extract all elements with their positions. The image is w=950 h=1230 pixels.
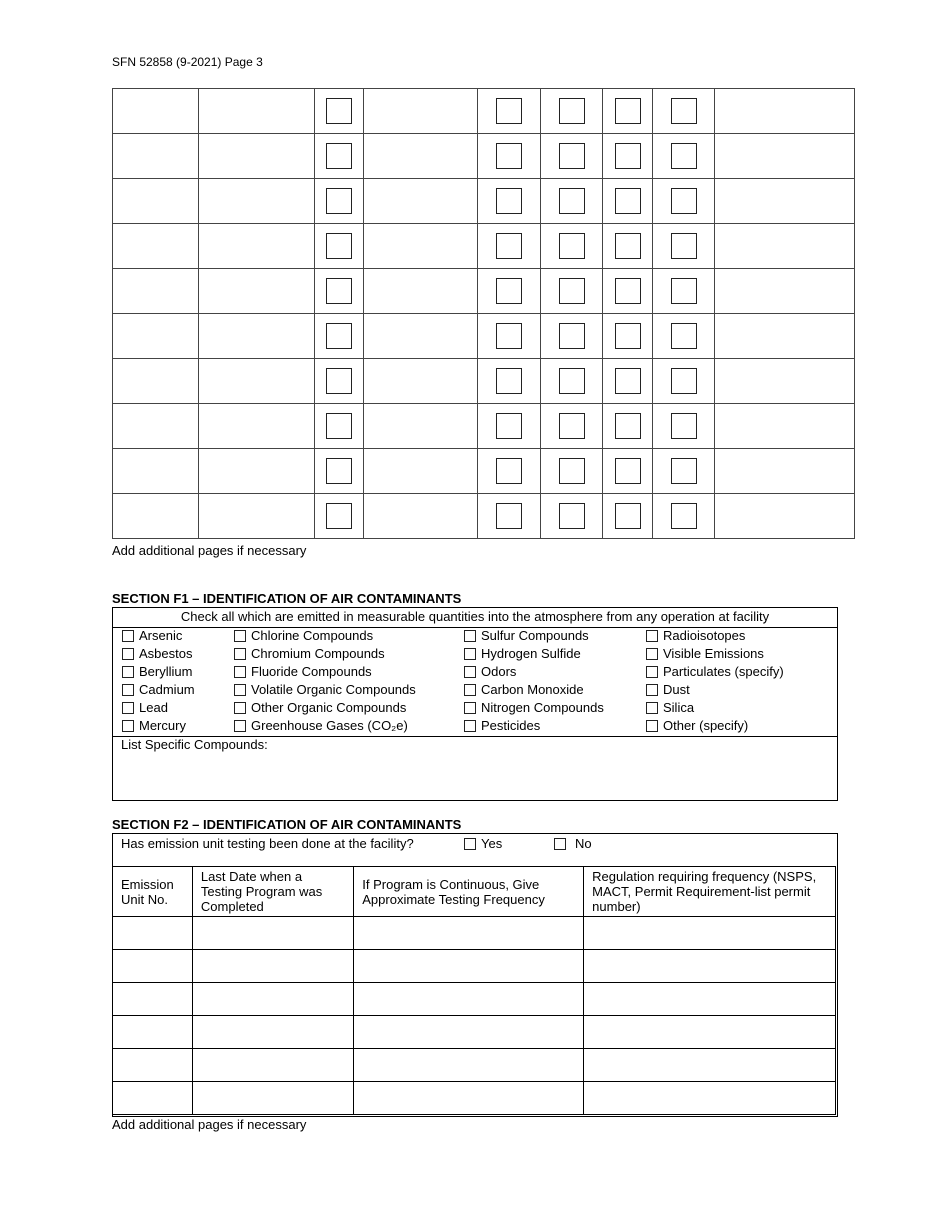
contaminant-label: Sulfur Compounds [481,628,589,643]
contaminant-label: Cadmium [139,682,195,697]
checkbox[interactable] [464,648,476,660]
checkbox[interactable] [646,648,658,660]
checkbox[interactable] [122,666,134,678]
contaminant-label: Visible Emissions [663,646,764,661]
input-cell[interactable] [199,89,315,134]
checkbox[interactable] [671,98,697,124]
checkbox[interactable] [559,143,585,169]
checkbox-cell [315,449,364,494]
checkbox-cell [541,494,603,539]
checkbox-cell [653,359,715,404]
checkbox[interactable] [615,143,641,169]
contaminant-option[interactable] [646,700,694,715]
no-option[interactable] [554,836,592,851]
checkbox[interactable] [234,702,246,714]
header-last-date: Last Date when a Testing Program was Completed [192,867,353,917]
input-cell[interactable] [364,494,478,539]
checkbox-cell [478,359,541,404]
input-cell[interactable] [192,1016,353,1049]
contaminant-label: Other Organic Compounds [251,700,407,715]
contaminant-option[interactable] [234,646,385,661]
checkbox-cell [653,449,715,494]
contaminant-option[interactable] [464,628,589,643]
input-cell[interactable] [113,314,199,359]
contaminant-option[interactable] [646,718,748,733]
input-cell[interactable] [364,89,478,134]
no-label: No [575,836,592,851]
checkbox-cell [541,134,603,179]
input-cell[interactable] [715,179,855,224]
checkbox[interactable] [326,98,352,124]
contaminant-option[interactable] [122,664,192,679]
input-cell[interactable] [715,449,855,494]
table-row [113,89,855,134]
input-cell[interactable] [113,179,199,224]
contaminant-label: Odors [481,664,517,679]
contaminant-label: Chlorine Compounds [251,628,374,643]
contaminant-option[interactable] [122,718,186,733]
form-id: SFN 52858 (9-2021) Page 3 [112,55,263,69]
input-cell[interactable] [113,1049,193,1082]
checkbox[interactable] [559,413,585,439]
input-cell[interactable] [715,494,855,539]
input-cell[interactable] [584,917,836,950]
checkbox[interactable] [559,368,585,394]
checkbox-cell [603,134,653,179]
input-cell[interactable] [199,404,315,449]
checkbox-cell [653,179,715,224]
checkbox[interactable] [496,278,522,304]
checkbox[interactable] [496,188,522,214]
input-cell[interactable] [354,950,584,983]
checkbox[interactable] [615,368,641,394]
input-cell[interactable] [715,404,855,449]
checkbox-cell [603,314,653,359]
checkbox[interactable] [326,143,352,169]
checkbox[interactable] [671,323,697,349]
checkbox[interactable] [326,503,352,529]
contaminant-label: Volatile Organic Compounds [251,682,416,697]
table-row [113,314,855,359]
checkbox[interactable] [464,720,476,732]
section-f2-box [112,833,838,1117]
contaminant-label: Beryllium [139,664,193,679]
contaminant-label: Hydrogen Sulfide [481,646,581,661]
checkbox[interactable] [615,323,641,349]
input-cell[interactable] [192,1049,353,1082]
input-cell[interactable] [113,983,193,1016]
checkbox[interactable] [671,188,697,214]
input-cell[interactable] [113,494,199,539]
checkbox[interactable] [122,648,134,660]
checkbox[interactable] [234,684,246,696]
list-specific-compounds-label: List Specific Compounds: [121,737,268,752]
input-cell[interactable] [364,449,478,494]
input-cell[interactable] [715,269,855,314]
checkbox-cell [541,449,603,494]
checkbox-cell [541,314,603,359]
table-row [113,449,855,494]
contaminant-option[interactable] [464,682,584,697]
checkbox-cell [541,224,603,269]
f2-note: Add additional pages if necessary [112,1117,307,1132]
contaminant-label: Silica [663,700,695,715]
header-frequency: If Program is Continuous, Give Approximate Testing Frequency [354,867,584,917]
input-cell[interactable] [113,89,199,134]
checkbox[interactable] [646,684,658,696]
checkbox-cell [541,269,603,314]
contaminant-option[interactable] [122,700,168,715]
checkbox[interactable] [646,666,658,678]
contaminant-label: Asbestos [139,646,193,661]
checkbox[interactable] [496,458,522,484]
checkbox[interactable] [646,720,658,732]
checkbox-cell [315,494,364,539]
contaminant-option[interactable] [234,700,406,715]
checkbox-cell [315,89,364,134]
table-row [113,950,836,983]
checkbox-cell [478,314,541,359]
checkbox-cell [541,89,603,134]
checkbox-cell [541,359,603,404]
checkbox[interactable] [496,368,522,394]
contaminant-label: Carbon Monoxide [481,682,584,697]
checkbox-cell [315,359,364,404]
contaminant-label: Dust [663,682,690,697]
checkbox[interactable] [671,503,697,529]
checkbox[interactable] [559,233,585,259]
checkbox[interactable] [671,233,697,259]
checkbox[interactable] [615,98,641,124]
checkbox[interactable] [326,413,352,439]
yes-checkbox[interactable] [464,838,476,850]
input-cell[interactable] [364,314,478,359]
testing-question: Has emission unit testing been done at the facility? [121,836,414,851]
checkbox[interactable] [122,684,134,696]
emission-points-table [112,88,855,539]
contaminant-label: Fluoride Compounds [251,664,372,679]
input-cell[interactable] [584,1016,836,1049]
table-row [113,1016,836,1049]
checkbox[interactable] [671,143,697,169]
checkbox[interactable] [615,413,641,439]
input-cell[interactable] [113,269,199,314]
input-cell[interactable] [192,983,353,1016]
checkbox-cell [478,179,541,224]
input-cell[interactable] [364,269,478,314]
checkbox[interactable] [122,702,134,714]
checkbox-cell [603,494,653,539]
contaminant-option[interactable] [646,664,784,679]
input-cell[interactable] [192,950,353,983]
checkbox-cell [478,89,541,134]
yes-option[interactable] [464,836,502,851]
input-cell[interactable] [113,950,193,983]
checkbox[interactable] [496,98,522,124]
table-row [113,269,855,314]
checkbox-cell [653,224,715,269]
contaminant-label: Radioisotopes [663,628,746,643]
contaminant-option[interactable] [646,628,745,643]
table-row [113,917,836,950]
input-cell[interactable] [199,134,315,179]
checkbox-cell [315,314,364,359]
input-cell[interactable] [354,1082,584,1115]
contaminant-option[interactable] [464,646,581,661]
checkbox-cell [478,134,541,179]
input-cell[interactable] [584,983,836,1016]
checkbox-cell [478,269,541,314]
checkbox-cell [315,224,364,269]
contaminant-label: Mercury [139,718,186,733]
f1-instruction: Check all which are emitted in measurable quantities into the atmosphere from any operation at facility [113,608,837,628]
checkbox[interactable] [615,278,641,304]
checkbox[interactable] [615,503,641,529]
contaminant-option[interactable] [122,646,192,661]
checkbox[interactable] [464,684,476,696]
input-cell[interactable] [199,269,315,314]
yes-label: Yes [481,836,503,851]
table-row [113,224,855,269]
top-table-note: Add additional pages if necessary [112,543,307,558]
checkbox[interactable] [671,413,697,439]
input-cell[interactable] [113,1082,193,1115]
table-row [113,1049,836,1082]
input-cell[interactable] [113,917,193,950]
checkbox[interactable] [559,278,585,304]
checkbox[interactable] [326,233,352,259]
checkbox[interactable] [671,368,697,394]
input-cell[interactable] [192,1082,353,1115]
input-cell[interactable] [354,983,584,1016]
input-cell[interactable] [364,404,478,449]
input-cell[interactable] [113,224,199,269]
checkbox[interactable] [234,630,246,642]
checkbox-cell [478,224,541,269]
checkbox[interactable] [615,188,641,214]
input-cell[interactable] [715,224,855,269]
checkbox-cell [541,404,603,449]
table-row [113,1082,836,1115]
checkbox[interactable] [464,630,476,642]
contaminant-label: Arsenic [139,628,183,643]
input-cell[interactable] [113,134,199,179]
contaminant-option[interactable] [646,646,764,661]
checkbox[interactable] [326,188,352,214]
contaminant-label: Greenhouse Gases (CO₂e) [251,718,408,733]
no-checkbox[interactable] [554,838,566,850]
contaminant-option[interactable] [464,718,540,733]
input-cell[interactable] [715,89,855,134]
input-cell[interactable] [354,917,584,950]
input-cell[interactable] [364,134,478,179]
checkbox-cell [653,494,715,539]
contaminant-option[interactable] [234,628,373,643]
input-cell[interactable] [113,359,199,404]
checkbox-cell [315,134,364,179]
input-cell[interactable] [199,179,315,224]
checkbox-cell [603,224,653,269]
checkbox[interactable] [326,278,352,304]
checkbox[interactable] [496,323,522,349]
checkbox[interactable] [671,458,697,484]
table-row [113,494,855,539]
checkbox-cell [478,404,541,449]
checkbox[interactable] [496,503,522,529]
contaminant-option[interactable] [234,664,372,679]
checkbox-cell [603,359,653,404]
contaminant-option[interactable] [464,700,604,715]
checkbox[interactable] [326,458,352,484]
contaminant-option[interactable] [122,628,182,643]
checkbox[interactable] [559,188,585,214]
checkbox-cell [653,314,715,359]
input-cell[interactable] [199,494,315,539]
input-cell[interactable] [199,449,315,494]
input-cell[interactable] [113,1016,193,1049]
table-row [113,983,836,1016]
checkbox[interactable] [646,630,658,642]
checkbox[interactable] [615,458,641,484]
checkbox-cell [541,179,603,224]
checkbox[interactable] [122,720,134,732]
input-cell[interactable] [113,449,199,494]
input-cell[interactable] [354,1016,584,1049]
contaminant-label: Lead [139,700,168,715]
checkbox[interactable] [496,413,522,439]
checkbox-cell [603,89,653,134]
table-row [113,134,855,179]
header-regulation: Regulation requiring frequency (NSPS, MACT, Permit Requirement-list permit number) [584,867,836,917]
checkbox[interactable] [559,503,585,529]
checkbox[interactable] [559,98,585,124]
table-row [113,404,855,449]
checkbox-cell [653,404,715,449]
contaminant-option[interactable] [122,682,195,697]
section-f1-title: SECTION F1 – IDENTIFICATION OF AIR CONTAMINANTS [112,591,462,606]
contaminant-label: Particulates (specify) [663,664,784,679]
input-cell[interactable] [364,224,478,269]
checkbox-cell [315,269,364,314]
input-cell[interactable] [364,359,478,404]
table-row [113,179,855,224]
input-cell[interactable] [199,359,315,404]
section-f1-box [112,607,838,801]
checkbox[interactable] [496,233,522,259]
checkbox-cell [653,269,715,314]
checkbox[interactable] [234,720,246,732]
checkbox-cell [315,179,364,224]
checkbox[interactable] [326,323,352,349]
checkbox-cell [653,134,715,179]
input-cell[interactable] [584,950,836,983]
contaminant-option[interactable] [646,682,690,697]
contaminant-label: Other (specify) [663,718,749,733]
input-cell[interactable] [113,404,199,449]
checkbox[interactable] [559,323,585,349]
checkbox-cell [315,404,364,449]
checkbox-cell [603,404,653,449]
contaminant-option[interactable] [464,664,516,679]
contaminant-option[interactable] [234,682,416,697]
table-row [113,359,855,404]
checkbox-cell [603,269,653,314]
input-cell[interactable] [715,314,855,359]
input-cell[interactable] [364,179,478,224]
input-cell[interactable] [584,1082,836,1115]
checkbox[interactable] [234,666,246,678]
checkbox[interactable] [326,368,352,394]
checkbox[interactable] [646,702,658,714]
checkbox[interactable] [464,666,476,678]
section-f2-title: SECTION F2 – IDENTIFICATION OF AIR CONTAMINANTS [112,817,462,832]
checkbox[interactable] [234,648,246,660]
checkbox-cell [478,494,541,539]
input-cell[interactable] [192,917,353,950]
contaminant-label: Chromium Compounds [251,646,385,661]
input-cell[interactable] [715,134,855,179]
checkbox-cell [653,89,715,134]
checkbox[interactable] [122,630,134,642]
contaminant-label: Nitrogen Compounds [481,700,604,715]
checkbox[interactable] [496,143,522,169]
input-cell[interactable] [354,1049,584,1082]
checkbox[interactable] [615,233,641,259]
checkbox-cell [603,449,653,494]
contaminant-label: Pesticides [481,718,541,733]
input-cell[interactable] [199,314,315,359]
input-cell[interactable] [199,224,315,269]
contaminant-option[interactable] [234,718,408,733]
checkbox[interactable] [464,702,476,714]
testing-table [112,866,836,1115]
header-emission-unit: Emission Unit No. [113,867,193,917]
input-cell[interactable] [715,359,855,404]
checkbox[interactable] [559,458,585,484]
checkbox-cell [603,179,653,224]
checkbox[interactable] [671,278,697,304]
checkbox-cell [478,449,541,494]
input-cell[interactable] [584,1049,836,1082]
